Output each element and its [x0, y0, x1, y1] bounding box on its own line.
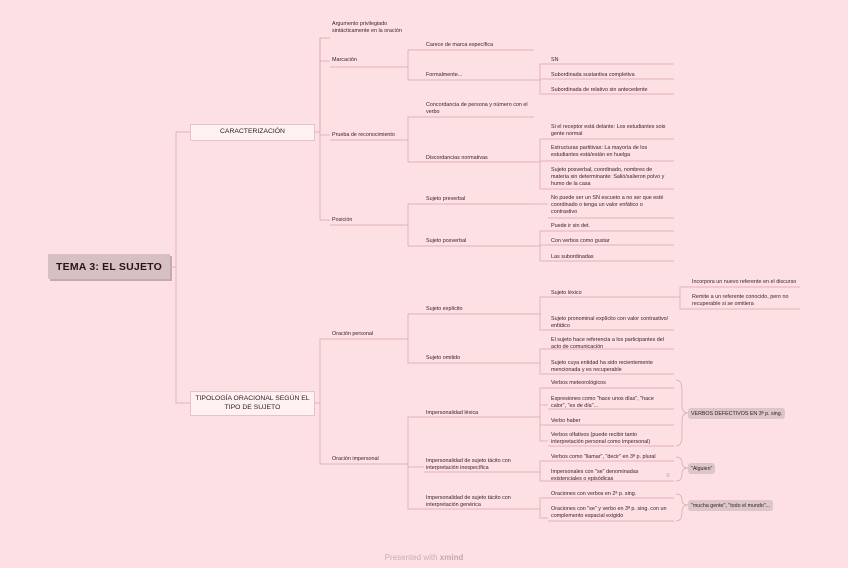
node-forma-sn[interactable]: SN [551, 57, 559, 63]
node-pronominal[interactable]: Sujeto pronominal explícito con valor contrastivo/ enfático [551, 316, 669, 329]
node-formalmente[interactable]: Formalmente... [426, 72, 463, 78]
node-posverbal[interactable]: Sujeto posverbal [426, 238, 467, 244]
node-lexica-3[interactable]: Verbo haber [551, 418, 581, 424]
note-icon[interactable]: ≡ [666, 473, 670, 479]
node-forma-relativo[interactable]: Subordinada de relativo sin antecedente [551, 87, 648, 93]
node-discordancia-3[interactable]: Sujeto posverbal, coordinado, nombres de materia sin determinante: Salió/salieron polvo y humo de la casa [551, 167, 665, 187]
tag-mucha-gente[interactable]: "mucha gente", "todo el mundo"... [688, 500, 773, 511]
node-oracion-personal[interactable]: Oración personal [332, 331, 374, 337]
node-marcacion[interactable]: Marcación [332, 57, 357, 63]
node-discordancia-2[interactable]: Estructuras partitivas: La mayoría de los estudiantes está/están en huelga [551, 145, 648, 158]
node-posverbal-2[interactable]: Con verbos como gustar [551, 238, 610, 244]
node-inespecifica[interactable]: Impersonalidad de sujeto tácito con interpretación inespecífica [426, 458, 511, 471]
node-generica-1[interactable]: Oraciones con verbos en 2ª p. sing. [551, 491, 637, 497]
topic-caracterizacion[interactable]: CARACTERIZACIÓN [190, 124, 315, 141]
node-preverbal-item[interactable]: No puede ser un SN escueto a no ser que esté coordinado o tenga un valor enfático o contrastivo [551, 195, 664, 215]
node-inespecifica-2[interactable]: Impersonales con "se" denominadas existenciales o episódicas [551, 469, 639, 482]
tag-alguien[interactable]: "Alguien" [688, 463, 715, 474]
node-discordancia-1[interactable]: Si el receptor está delante: Los estudiantes sois gente normal [551, 124, 666, 137]
node-lexico-2[interactable]: Remite a un referente conocido, pero no recuperable si se omitiera [692, 294, 789, 307]
node-lexico-1[interactable]: Incorpora un nuevo referente en el discurso [692, 279, 797, 285]
node-lexica-1[interactable]: Verbos meteorológicos [551, 380, 606, 386]
node-concordancia[interactable]: Concordancia de persona y número con el verbo [426, 102, 528, 115]
node-discordancias[interactable]: Discordancias normativas [426, 155, 488, 161]
node-sujeto-explicito[interactable]: Sujeto explícito [426, 306, 463, 312]
node-forma-completiva[interactable]: Subordinada sustantiva completiva [551, 72, 635, 78]
footer-watermark [0, 553, 848, 562]
node-omitido-2[interactable]: Sujeto cuya entidad ha sido recientemente mencionada y es recuperable [551, 360, 653, 373]
node-inespecifica-1[interactable]: Verbos como "llamar", "decir" en 3ª p. plural [551, 454, 656, 460]
node-posicion[interactable]: Posición [332, 217, 353, 223]
node-generica-2[interactable]: Oraciones con "se" y verbo en 3ª p. sing. con un complemento espacial exigido [551, 506, 667, 519]
node-lexica-2[interactable]: Expresiones como "hace unos días", "hace calor", "es de día"... [551, 396, 654, 409]
footer-brand: xmind [439, 553, 464, 562]
node-generica[interactable]: Impersonalidad de sujeto tácito con interpretación genérica [426, 495, 511, 508]
node-sujeto-omitido[interactable]: Sujeto omitido [426, 355, 461, 361]
topic-tipologia[interactable]: TIPOLOGÍA ORACIONAL SEGÚN EL TIPO DE SUJETO [190, 391, 315, 416]
node-carece[interactable]: Carece de marca específica [426, 42, 494, 48]
node-lexica-4[interactable]: Verbos olfativos (puede recibir tanto interpretación personal como impersonal) [551, 432, 651, 445]
node-posverbal-3[interactable]: Las subordinadas [551, 254, 594, 260]
node-impersonalidad-lexica[interactable]: Impersonalidad léxica [426, 410, 479, 416]
node-sujeto-lexico[interactable]: Sujeto léxico [551, 290, 582, 296]
node-prueba[interactable]: Prueba de reconocimiento [332, 132, 395, 138]
node-oracion-impersonal[interactable]: Oración impersonal [332, 456, 379, 462]
footer-prefix: Presented with [384, 553, 440, 562]
central-topic[interactable]: TEMA 3: EL SUJETO [48, 254, 170, 279]
tag-verbos-defectivos[interactable]: VERBOS DEFECTIVOS EN 3ª p. sing. [688, 408, 785, 419]
node-omitido-1[interactable]: El sujeto hace referencia a los participantes del acto de comunicación [551, 337, 664, 350]
node-argumento[interactable]: Argumento privilegiado sintácticamente en la oración [332, 21, 402, 34]
node-posverbal-1[interactable]: Puede ir sin det. [551, 223, 590, 229]
node-preverbal[interactable]: Sujeto preverbal [426, 196, 466, 202]
